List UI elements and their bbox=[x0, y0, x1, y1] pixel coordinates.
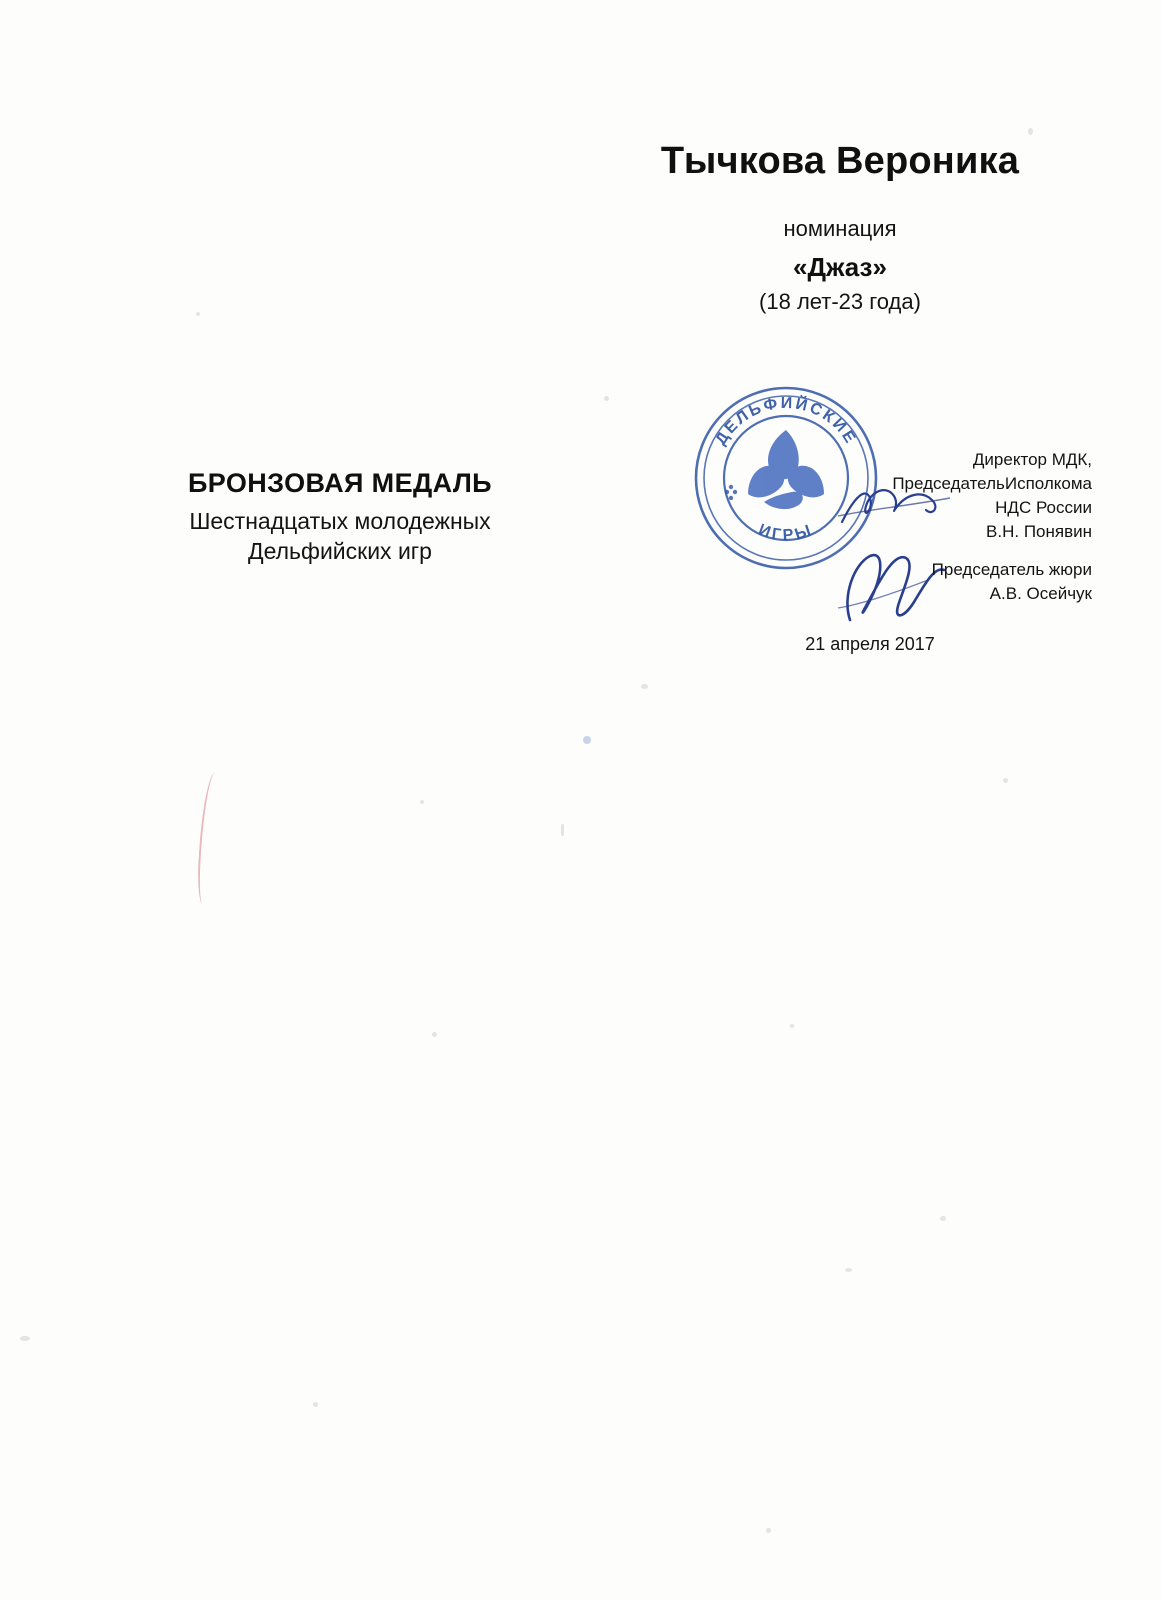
recipient-name: Тычкова Вероника bbox=[660, 140, 1020, 182]
signatory-role-line-2: ПредседательИсполкома bbox=[892, 474, 1092, 494]
nomination-value: «Джаз» bbox=[793, 252, 887, 282]
signatory-director bbox=[830, 448, 1092, 545]
scan-speck bbox=[641, 684, 648, 689]
award-subtitle-line-2: Дельфийских игр bbox=[248, 538, 432, 564]
scan-speck bbox=[1028, 128, 1033, 135]
svg-text:ДЕЛЬФИЙСКИЕ: ДЕЛЬФИЙСКИЕ bbox=[712, 394, 860, 449]
scan-speck bbox=[432, 1032, 437, 1037]
scan-speck bbox=[1003, 778, 1008, 783]
scan-speck bbox=[940, 1216, 946, 1221]
scan-speck bbox=[561, 824, 564, 836]
scan-speck bbox=[790, 1024, 794, 1028]
signatory-name: А.В. Осейчук bbox=[989, 584, 1092, 604]
nomination-label: номинация bbox=[783, 216, 897, 241]
scan-speck bbox=[604, 396, 609, 401]
signatory-jury-chair bbox=[830, 558, 1092, 606]
issue-date: 21 апреля 2017 bbox=[805, 634, 935, 654]
scan-speck bbox=[766, 1528, 771, 1533]
scan-red-streak bbox=[195, 772, 222, 905]
scan-speck bbox=[420, 800, 424, 804]
scan-speck bbox=[845, 1268, 852, 1272]
scan-speck bbox=[583, 736, 591, 744]
award-subtitle-line-1: Шестнадцатых молодежных bbox=[189, 508, 491, 534]
age-group: (18 лет-23 года) bbox=[759, 289, 921, 314]
award-title: БРОНЗОВАЯ МЕДАЛЬ bbox=[188, 468, 492, 498]
signatory-role-line-1: Председатель жюри bbox=[931, 560, 1092, 579]
signatory-role-line-3: НДС России bbox=[995, 498, 1092, 518]
scan-speck bbox=[313, 1402, 318, 1407]
scan-speck bbox=[196, 312, 200, 316]
svg-text:ИГРЫ: ИГРЫ bbox=[756, 521, 816, 545]
signatory-role-line-1: Директор МДК, bbox=[972, 450, 1092, 469]
signatory-name: В.Н. Понявин bbox=[986, 522, 1092, 542]
scan-speck bbox=[20, 1336, 30, 1341]
